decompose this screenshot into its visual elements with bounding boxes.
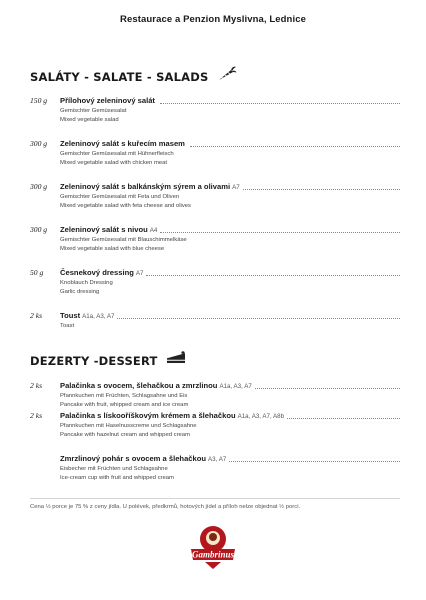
item-german: Gemischter Gemüsesalat mit Blauschimmelkäse [60, 237, 187, 243]
salads-heading-text: SALÁTY - SALATE - SALADS [30, 69, 209, 84]
item-english: Garlic dressing [60, 289, 100, 295]
page-title: Restaurace a Penzion Myslivna, Lednice [120, 14, 306, 25]
item-name: Toust [60, 311, 81, 320]
item-quantity: 2 ks [30, 381, 43, 390]
item-german: Knoblauch Dressing [60, 280, 113, 286]
dot-leader [146, 274, 400, 276]
item-german: Pfannkuchen mit Früchten, Schlagsahne und Eis [60, 393, 188, 399]
salads-heading [30, 66, 237, 87]
dot-leader [229, 460, 400, 462]
dot-leader [160, 102, 400, 104]
item-german: Toast [60, 323, 75, 329]
menu-item [30, 182, 400, 211]
menu-item [30, 381, 400, 410]
half-portion-note: Cena ½ porce je 75 % z ceny jídla. U polévek, předkrmů, hotových jídel a příloh nelze objednat ½ porci. [30, 504, 301, 510]
menu-item [30, 454, 400, 483]
item-english: Mixed vegetable salad with chicken meat [60, 160, 168, 166]
dot-leader [287, 417, 400, 419]
item-name: Přílohový zeleninový salát [60, 96, 155, 105]
item-quantity: 2 ks [30, 411, 43, 420]
item-quantity: 300 g [30, 182, 48, 191]
item-quantity: 300 g [30, 225, 48, 234]
menu-item [30, 411, 400, 440]
item-name: Zmrzlinový pohár s ovocem a šlehačkou [60, 454, 207, 463]
menu-item [30, 225, 400, 254]
item-german: Pfannkuchen mit Haselnusscreme und Schlagsahne [60, 423, 197, 429]
footer-divider [30, 498, 400, 499]
item-english: Ice-cream cup with fruit and whipped cream [60, 475, 174, 481]
item-english: Mixed vegetable salad with blue cheese [60, 246, 165, 252]
dot-leader [160, 231, 400, 233]
item-quantity: 50 g [30, 268, 44, 277]
dot-leader [117, 317, 400, 319]
desserts-heading-text: DEZERTY -DESSERT [30, 353, 158, 368]
item-english: Pancake with hazelnut cream and whipped cream [60, 432, 190, 438]
dot-leader [243, 188, 400, 190]
item-name: Zeleninový salát s kuřecím masem [60, 139, 185, 148]
logo-text: Gambrinus [191, 549, 235, 560]
item-allergens: A1a, A3, A7 [82, 313, 115, 320]
item-allergens: A4 [149, 227, 158, 234]
dot-leader [255, 387, 400, 389]
item-name: Zeleninový salát s nivou [60, 225, 148, 234]
item-name: Zeleninový salát s balkánským sýrem a olivami [60, 182, 231, 191]
item-german: Gemischter Gemüsesalat [60, 108, 127, 114]
item-english: Mixed vegetable salad with feta cheese and olives [60, 203, 191, 209]
item-quantity: 150 g [30, 96, 48, 105]
item-name: Česnekový dressing [60, 268, 134, 277]
menu-item [30, 268, 400, 297]
item-name: Palačinka s ovocem, šlehačkou a zmrzlinou [60, 381, 218, 390]
menu-item [30, 139, 400, 168]
item-english: Mixed vegetable salad [60, 117, 119, 123]
gambrinus-logo [188, 523, 238, 578]
item-german: Gemischter Gemüsesalat mit Feta und Oliven [60, 194, 180, 200]
menu-item [30, 96, 400, 125]
item-allergens: A7 [135, 270, 144, 277]
item-allergens: A7 [232, 184, 240, 191]
menu-item [30, 311, 400, 331]
item-name: Palačinka s lískooříškovým krémem a šlehačkou [60, 411, 236, 420]
item-allergens: A1a, A3, A7, A8b [237, 413, 285, 420]
desserts-heading [30, 351, 186, 370]
item-allergens: A3, A7 [208, 456, 227, 463]
item-quantity: 300 g [30, 139, 48, 148]
item-english: Pancake with fruit, whipped cream and ice cream [60, 402, 189, 408]
item-german: Eisbecher mit Früchten und Schlagsahne [60, 466, 168, 472]
item-allergens: A1a, A3, A7 [219, 383, 252, 390]
carrot-icon [217, 66, 237, 87]
cake-icon [166, 351, 186, 370]
item-german: Gemischter Gemüsesalat mit Hühnerfleisch [60, 151, 174, 157]
item-quantity: 2 ks [30, 311, 43, 320]
dot-leader [190, 145, 400, 147]
